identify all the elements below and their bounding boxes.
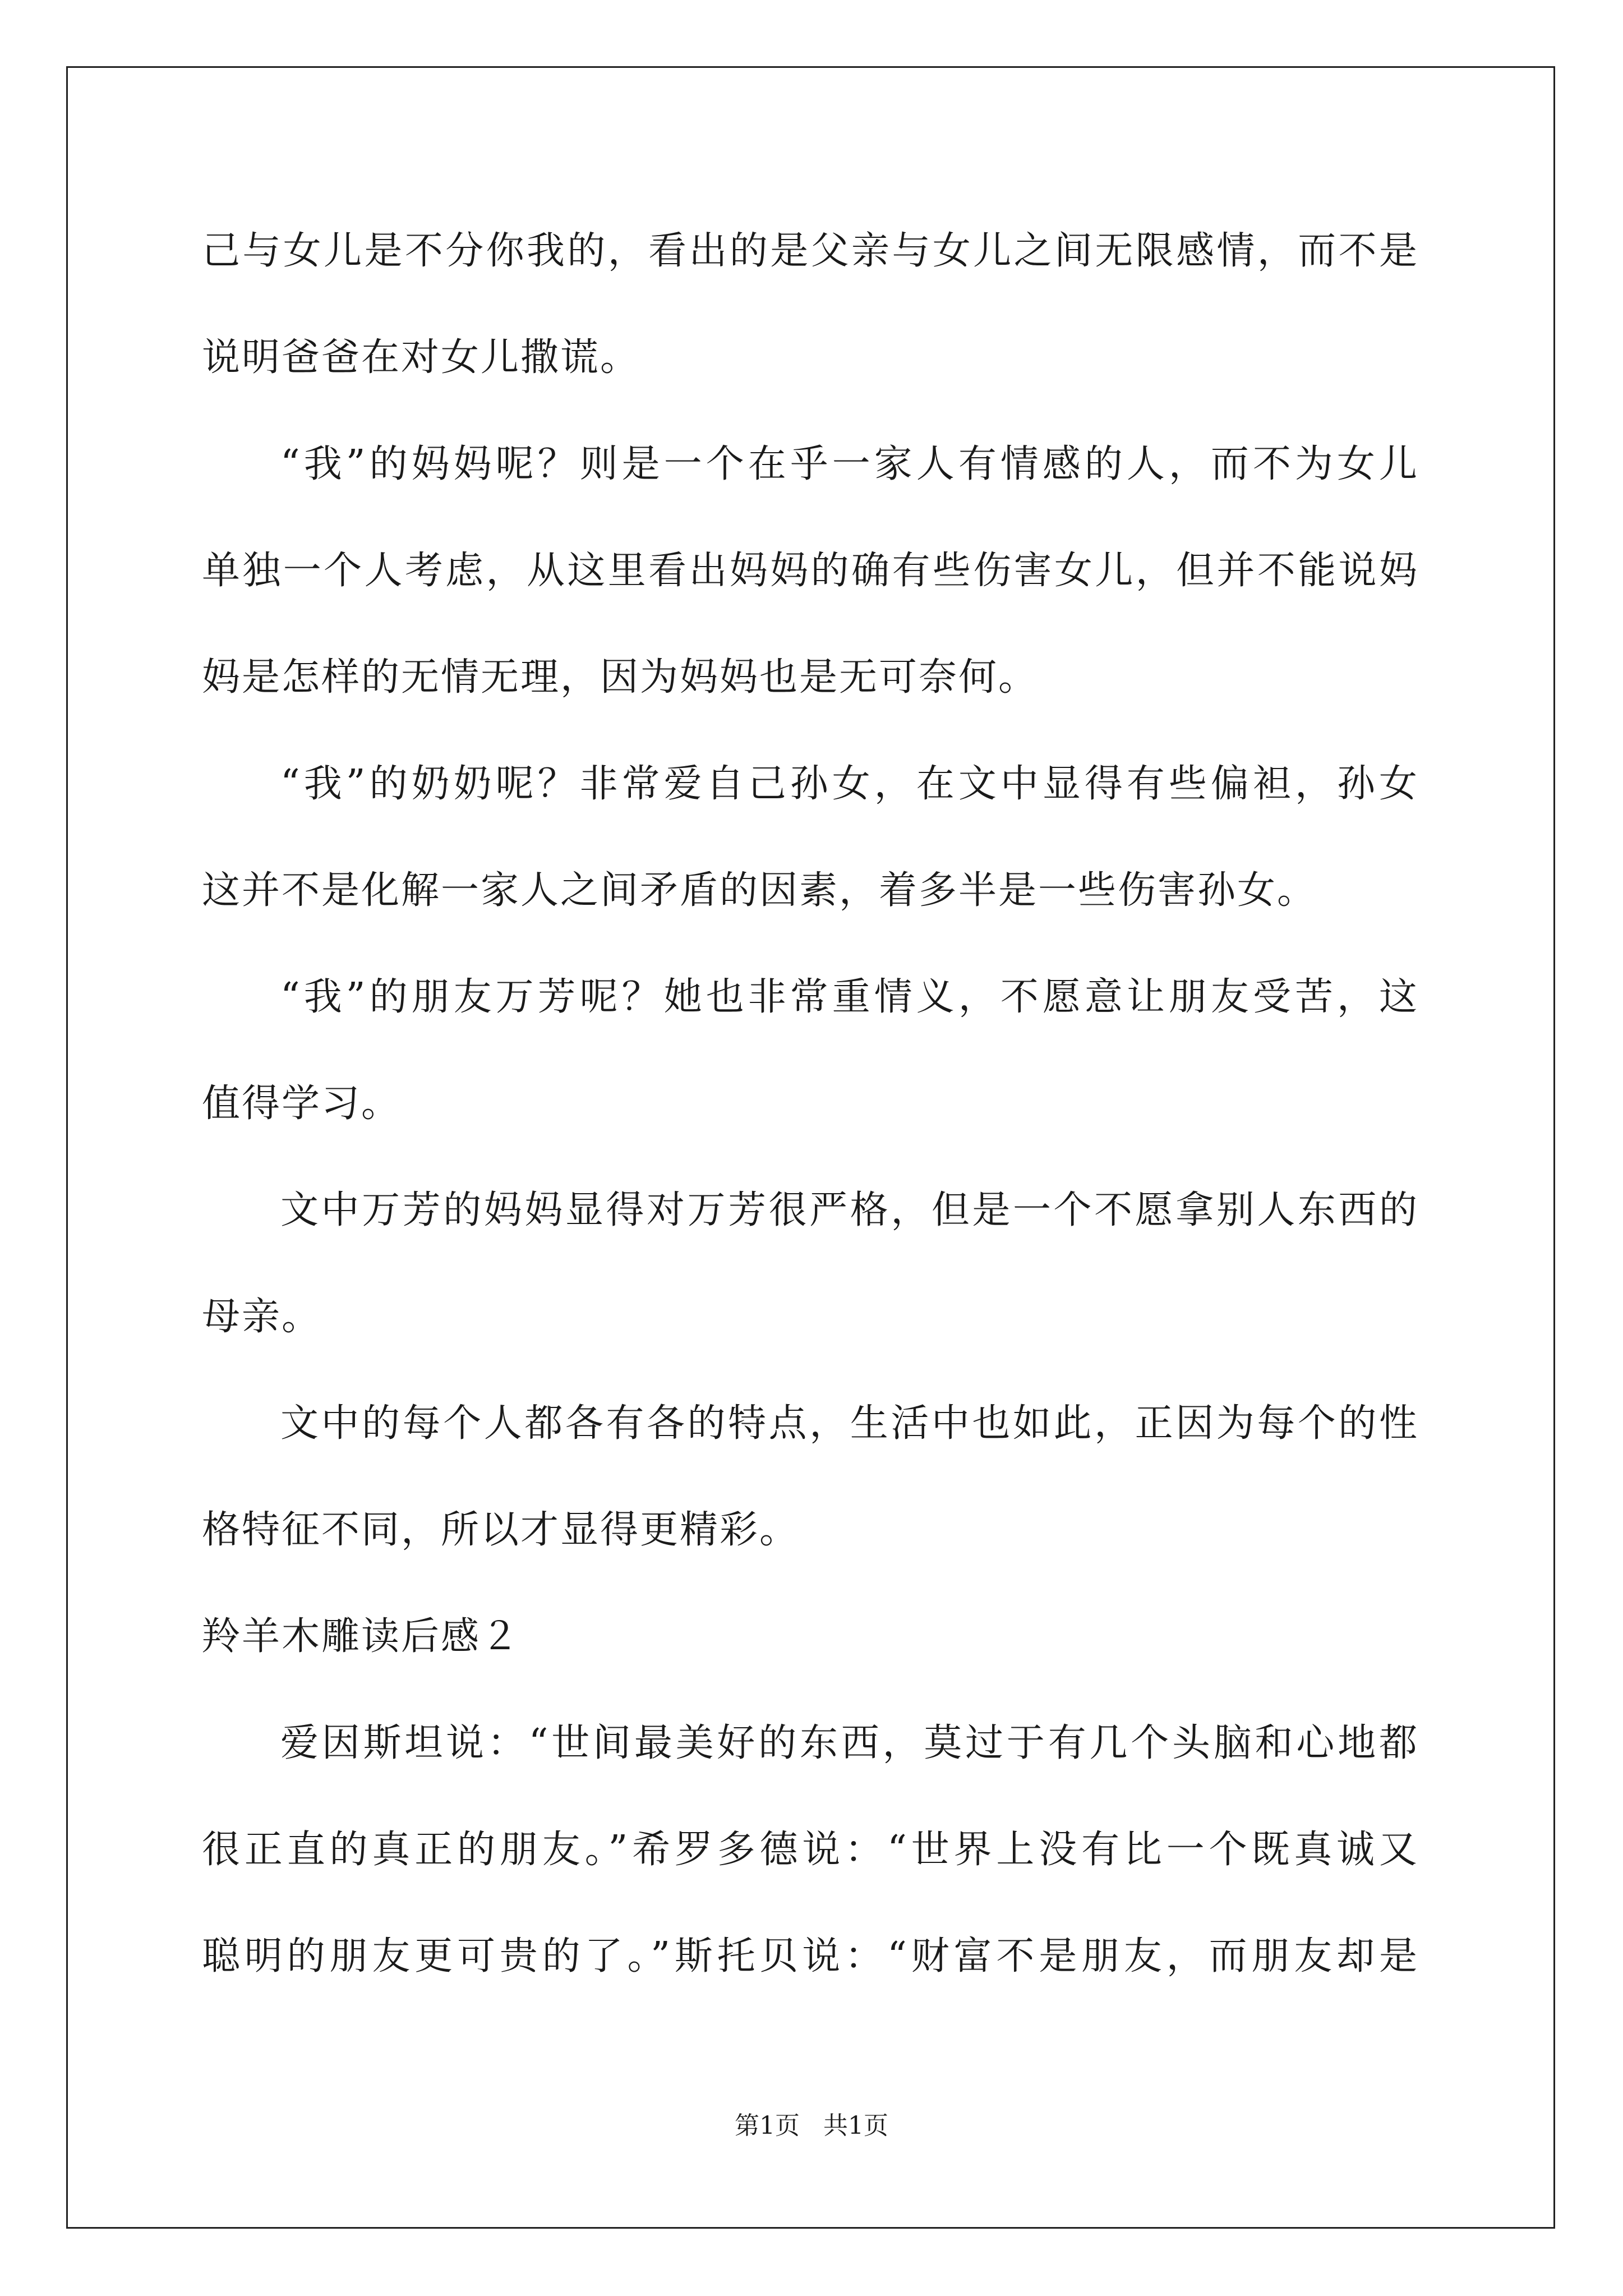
paragraph-first-line: “我”的妈妈呢？则是一个在乎一家人有情感的人，而不为女儿 — [280, 442, 1419, 486]
text-line: 母亲。 — [202, 1295, 322, 1339]
text-line: 格特征不同，所以才显得更精彩。 — [202, 1508, 800, 1552]
text-line: 单独一个人考虑，从这里看出妈妈的确有些伤害女儿，但并不能说妈 — [202, 549, 1419, 593]
paragraph-first-line: 文中万芳的妈妈显得对万芳很严格，但是一个不愿拿别人东西的 — [280, 1188, 1419, 1232]
section-heading: 羚羊木雕读后感２ — [202, 1614, 521, 1659]
text-line: 这并不是化解一家人之间矛盾的因素，着多半是一些伤害孙女。 — [202, 868, 1317, 913]
text-line: 己与女儿是不分你我的，看出的是父亲与女儿之间无限感情，而不是 — [202, 229, 1419, 273]
page-border — [66, 66, 1555, 2229]
text-line: 妈是怎样的无情无理，因为妈妈也是无可奈何。 — [202, 655, 1039, 700]
text-line: 聪明的朋友更可贵的了。”斯托贝说：“财富不是朋友，而朋友却是 — [202, 1934, 1419, 1978]
paragraph-first-line: 爱因斯坦说：“世间最美好的东西，莫过于有几个头脑和心地都 — [280, 1721, 1419, 1765]
text-line: 值得学习。 — [202, 1082, 402, 1126]
page-number-footer: 第1页 共1页 — [735, 2111, 888, 2140]
text-line: 说明爸爸在对女儿撒谎。 — [202, 335, 640, 380]
paragraph-first-line: 文中的每个人都各有各的特点，生活中也如此，正因为每个的性 — [280, 1401, 1419, 1446]
paragraph-first-line: “我”的奶奶呢？非常爱自己孙女，在文中显得有些偏袒，孙女 — [280, 762, 1419, 806]
paragraph-first-line: “我”的朋友万芳呢？她也非常重情义，不愿意让朋友受苦，这 — [280, 975, 1419, 1019]
text-line: 很正直的真正的朋友。”希罗多德说：“世界上没有比一个既真诚又 — [202, 1828, 1419, 1872]
